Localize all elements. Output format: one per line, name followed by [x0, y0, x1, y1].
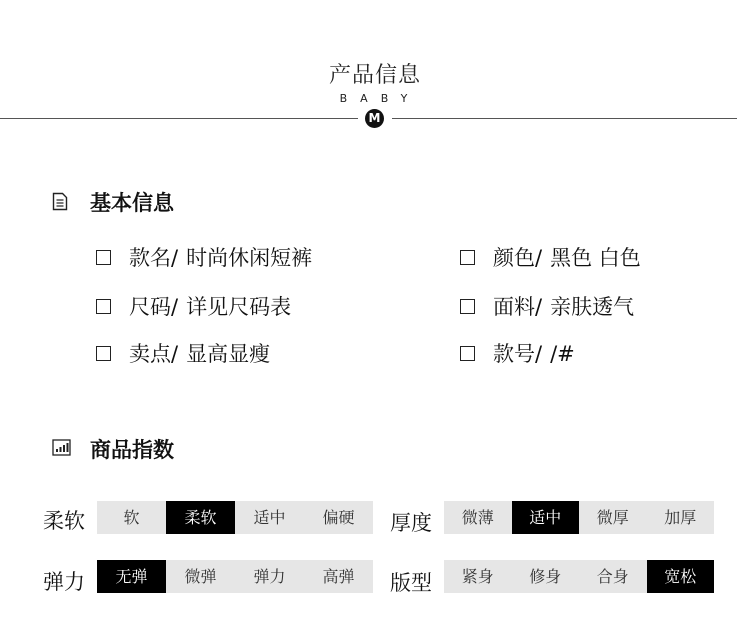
checkbox-icon — [460, 346, 475, 361]
header-divider-right — [392, 118, 737, 119]
info-item — [96, 242, 312, 272]
metric-option: 微厚 — [596, 508, 629, 527]
metric-scale-softness — [97, 501, 373, 534]
info-label: 款号/ — [493, 342, 543, 366]
metric-option-selected: 柔软 — [166, 501, 235, 534]
checkbox-icon — [96, 299, 111, 314]
metric-option-selected: 适中 — [512, 501, 580, 534]
metric-option: 紧身 — [461, 567, 494, 586]
checkbox-icon — [460, 250, 475, 265]
metric-label-softness: 柔软 — [43, 509, 85, 533]
metric-label-thickness: 厚度 — [390, 511, 432, 535]
metric-scale-thickness — [444, 501, 714, 534]
metric-option: 软 — [123, 508, 140, 527]
info-value: /# — [550, 342, 575, 366]
page-title: 产品信息 — [328, 63, 421, 88]
section-title-basic-info: 基本信息 — [90, 191, 174, 215]
metric-label-elasticity: 弹力 — [43, 570, 85, 594]
info-value: 详见尺码表 — [186, 295, 292, 319]
header-divider-left — [0, 118, 358, 119]
info-label: 卖点/ — [129, 342, 179, 366]
info-value: 显高显瘦 — [186, 342, 271, 366]
info-label: 面料/ — [493, 295, 543, 319]
metric-option: 弹力 — [253, 567, 286, 586]
metric-option-selected: 无弹 — [97, 560, 166, 593]
metric-option: 微弹 — [184, 567, 217, 586]
checkbox-icon — [96, 250, 111, 265]
info-label: 颜色/ — [493, 246, 543, 270]
section-title-product-index: 商品指数 — [90, 438, 174, 462]
info-item — [96, 291, 291, 321]
metric-option: 高弹 — [322, 567, 355, 586]
brand-logo-icon: M — [365, 109, 384, 128]
metric-option-selected: 宽松 — [647, 560, 715, 593]
info-item — [460, 291, 634, 321]
checkbox-icon — [96, 346, 111, 361]
bar-chart-icon — [52, 439, 71, 456]
info-item — [460, 338, 575, 368]
info-value: 时尚休闲短裤 — [186, 246, 313, 270]
metric-scale-fit — [444, 560, 714, 593]
info-item — [96, 338, 270, 368]
checkbox-icon — [460, 299, 475, 314]
info-label: 款名/ — [129, 246, 179, 270]
metric-label-fit: 版型 — [390, 571, 432, 595]
metric-option: 加厚 — [664, 508, 697, 527]
info-value: 黑色 白色 — [550, 246, 641, 270]
metric-scale-elasticity — [97, 560, 373, 593]
info-item — [460, 242, 641, 272]
metric-option: 合身 — [596, 567, 629, 586]
info-value: 亲肤透气 — [550, 295, 635, 319]
metric-option: 微薄 — [461, 508, 494, 527]
info-label: 尺码/ — [129, 295, 179, 319]
metric-option: 适中 — [253, 508, 286, 527]
page-subtitle: BABY — [339, 92, 421, 105]
document-icon — [52, 192, 68, 211]
metric-option: 修身 — [529, 567, 562, 586]
metric-option: 偏硬 — [322, 508, 355, 527]
